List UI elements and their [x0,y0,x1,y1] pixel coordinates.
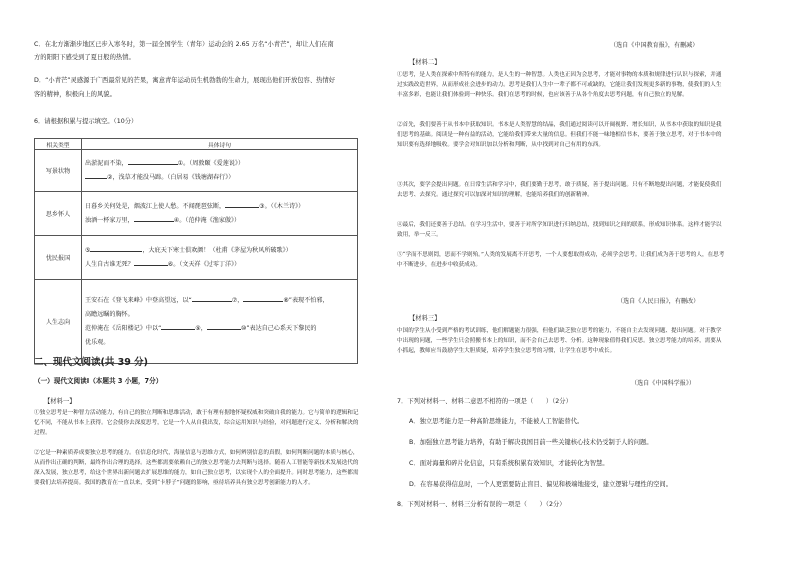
blank-line[interactable] [225,200,259,208]
row-lines [82,280,358,364]
table-row [35,236,358,280]
question-6: 6．请根据积累与提示填空。（10分） [34,118,138,125]
option-c-line1: C．在北方渐渐步地区已步入寒冬时，第一届全国学生（青年）运动会的 2.65 万名“小青芒”，却让人们在南 [34,41,334,48]
material2-paragraph-5: ⑤“学而不思则罔，思而不学则殆。”人类的发展离不开思考，一个人要想取得成功，必须学会思考。让我们成为善于思考的人，在思考中不断进步，在进步中收获成功。 [397,252,725,268]
line-text: ，浅草才能没马蹄。（白居易《钱塘湖春行》） [112,173,235,181]
row-category: 忧民报国 [35,236,82,280]
option-c-line2: 方的阳阳下感受到了夏日般的热情。 [34,54,135,61]
source-citation: （选自《人民日报》，有删改） [617,298,700,305]
question-8: 8．下列对材料一、材料三分析有误的一项是（ ）（2分） [397,501,566,508]
line-text: ， [237,296,244,304]
material2-paragraph-2: ②首先，我们要善于从书本中获取知识。书本是人类智慧的结晶，我们通过阅读可以开阔视野、增长知识，从书本中获取的知识是我们思考的基础。阅读是一种有益的活动，它能给我们带来大量的信息。但我们不能一味地相信书本，要善于独立思考，对于书本中的知识要有选择地吸收。要学会对知识加以分析和判断，从中找到对自己有用的东西。 [397,122,722,148]
poetry-fill-table [34,138,358,364]
table-header-lines: 具体诗句 [82,139,358,150]
blank-line[interactable] [128,157,178,165]
line-text: 出淤泥而不染， [85,159,128,167]
subsection-heading: （一）现代文阅读Ⅰ（本题共 3 小题，7分） [34,377,163,385]
q7-option-d[interactable]: D．在容易获得信息时，一个人更需要防止盲目、偏见和极端地接受，建立逻辑与理性的空间。 [409,481,673,488]
line-text: 日暮乡关何处是，烟波江上使人愁。不闻琵琶弦断， [85,202,226,210]
blank-number: ⑩ [240,324,247,332]
blank-number: ⑨ [195,324,201,332]
line-text: 浊酒一杯家万里， [85,216,134,224]
blank-line[interactable] [192,294,232,302]
line-text: ，大庇天下寒士俱欢颜！（杜甫《茅屋为秋风所破歌》） [142,246,292,254]
line-text: ”表达自己心系天下黎民的 [246,324,317,332]
blank-line[interactable] [134,214,174,222]
blank-line[interactable] [243,294,283,302]
row-lines [82,150,358,192]
material2-paragraph-1: ①思考，是人类在探索中所特有的能力，是人生的一种智慧。人类也正因为会思考，才能对事物的本质和规律进行认识与探索，并通过实践改造世界，从而形成社会进步的动力。思考是我们人生中一辈子都不可或缺的，它能让我们发现更多新的事物，使我们的人生丰富多彩，也能让我们体验到一种快乐。我们在思考的时候，也应该善于从各个角度去思考问题，有自己独立的见解。 [397,72,722,98]
blank-number: ① [177,159,184,167]
row-category: 思乡怀人 [35,192,82,236]
line-text: 优乐观。 [85,338,110,346]
blank-number: ② [107,173,113,181]
blank-line[interactable] [207,322,241,330]
line-text: 。（周敦颐《爱莲说》） [183,159,245,167]
line-text: ， [200,324,207,332]
blank-number: ④ [173,216,180,224]
row-lines [82,192,358,236]
material1-paragraph-1: ①独立思考是一种智力活动能力，有自己的独立判断和思维活动，敢于有理有据地怀疑权威和突破自我的能力。它与简单的逻辑和记忆不同，不能从书本上获得。它会使你去深度思考，它是一个人从自我出发，综合运用知识与经验，对问题进行定义、分析和解决的过程。 [34,410,359,436]
right-column [397,0,794,562]
table-row [35,150,358,192]
line-text: 高瞻远瞩的胸怀。 [85,310,134,318]
blank-line[interactable] [90,244,142,252]
blank-line[interactable] [134,258,168,266]
material2-paragraph-4: ④最后，我们还要善于总结。在学习生活中，要善于对所学知识进行归纳总结，找到知识之间的联系，形成知识体系。这样才能学以致用，举一反三。 [397,222,722,238]
line-text: 王安石在《登飞来峰》中登高望远，以“ [85,296,192,304]
blank-line[interactable] [85,171,107,179]
material2-paragraph-3: ③其次，要学会提出问题。在日常生活和学习中，我们要勤于思考，敢于质疑，善于提出问题。只有不断地提出问题，才能促使我们去思考、去探究。通过探究可以加深对知识的理解，也能培养我们的创新精神。 [397,182,722,198]
blank-number: ③ [259,202,265,210]
material-title: 【材料一】 [44,398,76,405]
option-d-line1: D．“小青芒”灵感源于广西最常见的芒果，寓意青年运动员生机勃勃的生命力，展现出他们开放包容、热情好 [34,77,336,84]
table-row [35,192,358,236]
material-title: 【材料三】 [409,315,441,322]
option-d-line2: 客的精神，积极向上的风貌。 [34,91,116,98]
source-citation: （选自《中国科学报》） [631,380,695,387]
blank-number: ⑦ [231,296,238,304]
q7-option-a[interactable]: A．独立思考能力是一种高阶思维能力，不能被人工智能替代。 [409,418,584,425]
line-text: 。（文天祥《过零丁洋》） [173,260,241,268]
table-row [35,280,358,364]
blank-line[interactable] [161,322,195,330]
table-header-type: 相关类型 [35,139,82,150]
row-lines [82,236,358,280]
q7-option-c[interactable]: C．面对海量和碎片化信息，只有系统积累有效知识，才能转化为智慧。 [409,460,609,467]
blank-number: ⑥ [167,260,174,268]
q7-option-b[interactable]: B．加强独立思考能力培养，有助于解决我国目前一些关键核心技术仍受制于人的问题。 [409,439,653,446]
question-7: 7．下列对材料一、材料二意思不相符的一项是（ ）（2分） [397,398,572,405]
source-citation: （选自《中国教育报》，有删减） [610,42,699,49]
material-title: 【材料二】 [409,59,441,66]
section-heading: 二、现代文阅读(共 39 分) [34,357,149,368]
blank-number: ⑤ [85,246,91,254]
line-text: 范仲淹在《岳阳楼记》中以“ [85,324,162,332]
blank-number: ⑧ [283,296,289,304]
row-category: 人生志向 [35,280,82,364]
line-text: 人生自古谁无死？ [85,260,134,268]
material1-paragraph-2: ②它是一种素质养成要独立思考的能力。在信息化时代，海量信息与思维方式，如何辨别信息的真假，如何判断问题的本质与核心，从而作出正确的判断，最终作出合理的选择。这些都需要依赖自己的独立思考能力去判断与选择。随着人工智能等新技术发展迭代的深入发展，独立思考，给这个世界出新问题去扩展思维的能力，如自己独立思考，以实现个人的全面提升。同时思考能力，这些都需要我们去培养提高。我国的教育在一直以来，受到“卡脖子”问题的影响，亟待培养具有独立思考创新能力的人才。 [34,450,359,486]
line-text: ”表现不怕邪， [288,296,329,304]
line-text: 。（范仲淹《渔家傲》） [179,216,241,224]
line-text: 。（《木兰诗》） [264,202,305,210]
row-category: 写景状物 [35,150,82,192]
material3-paragraph-1: 中国的学生从小受到严格的考试训练，他们解题能力很强，但他们缺乏独立思考的能力，不能自主去发现问题、提出问题。对于教学中出现的问题，一些学生只会照搬书本上的知识，而不会自己去思考、分析。这种现象值得我们反思。独立思考能力的培养，需要从小抓起，教师应当鼓励学生大胆质疑，培养学生独立思考的习惯，让学生在思考中成长。 [397,328,722,354]
